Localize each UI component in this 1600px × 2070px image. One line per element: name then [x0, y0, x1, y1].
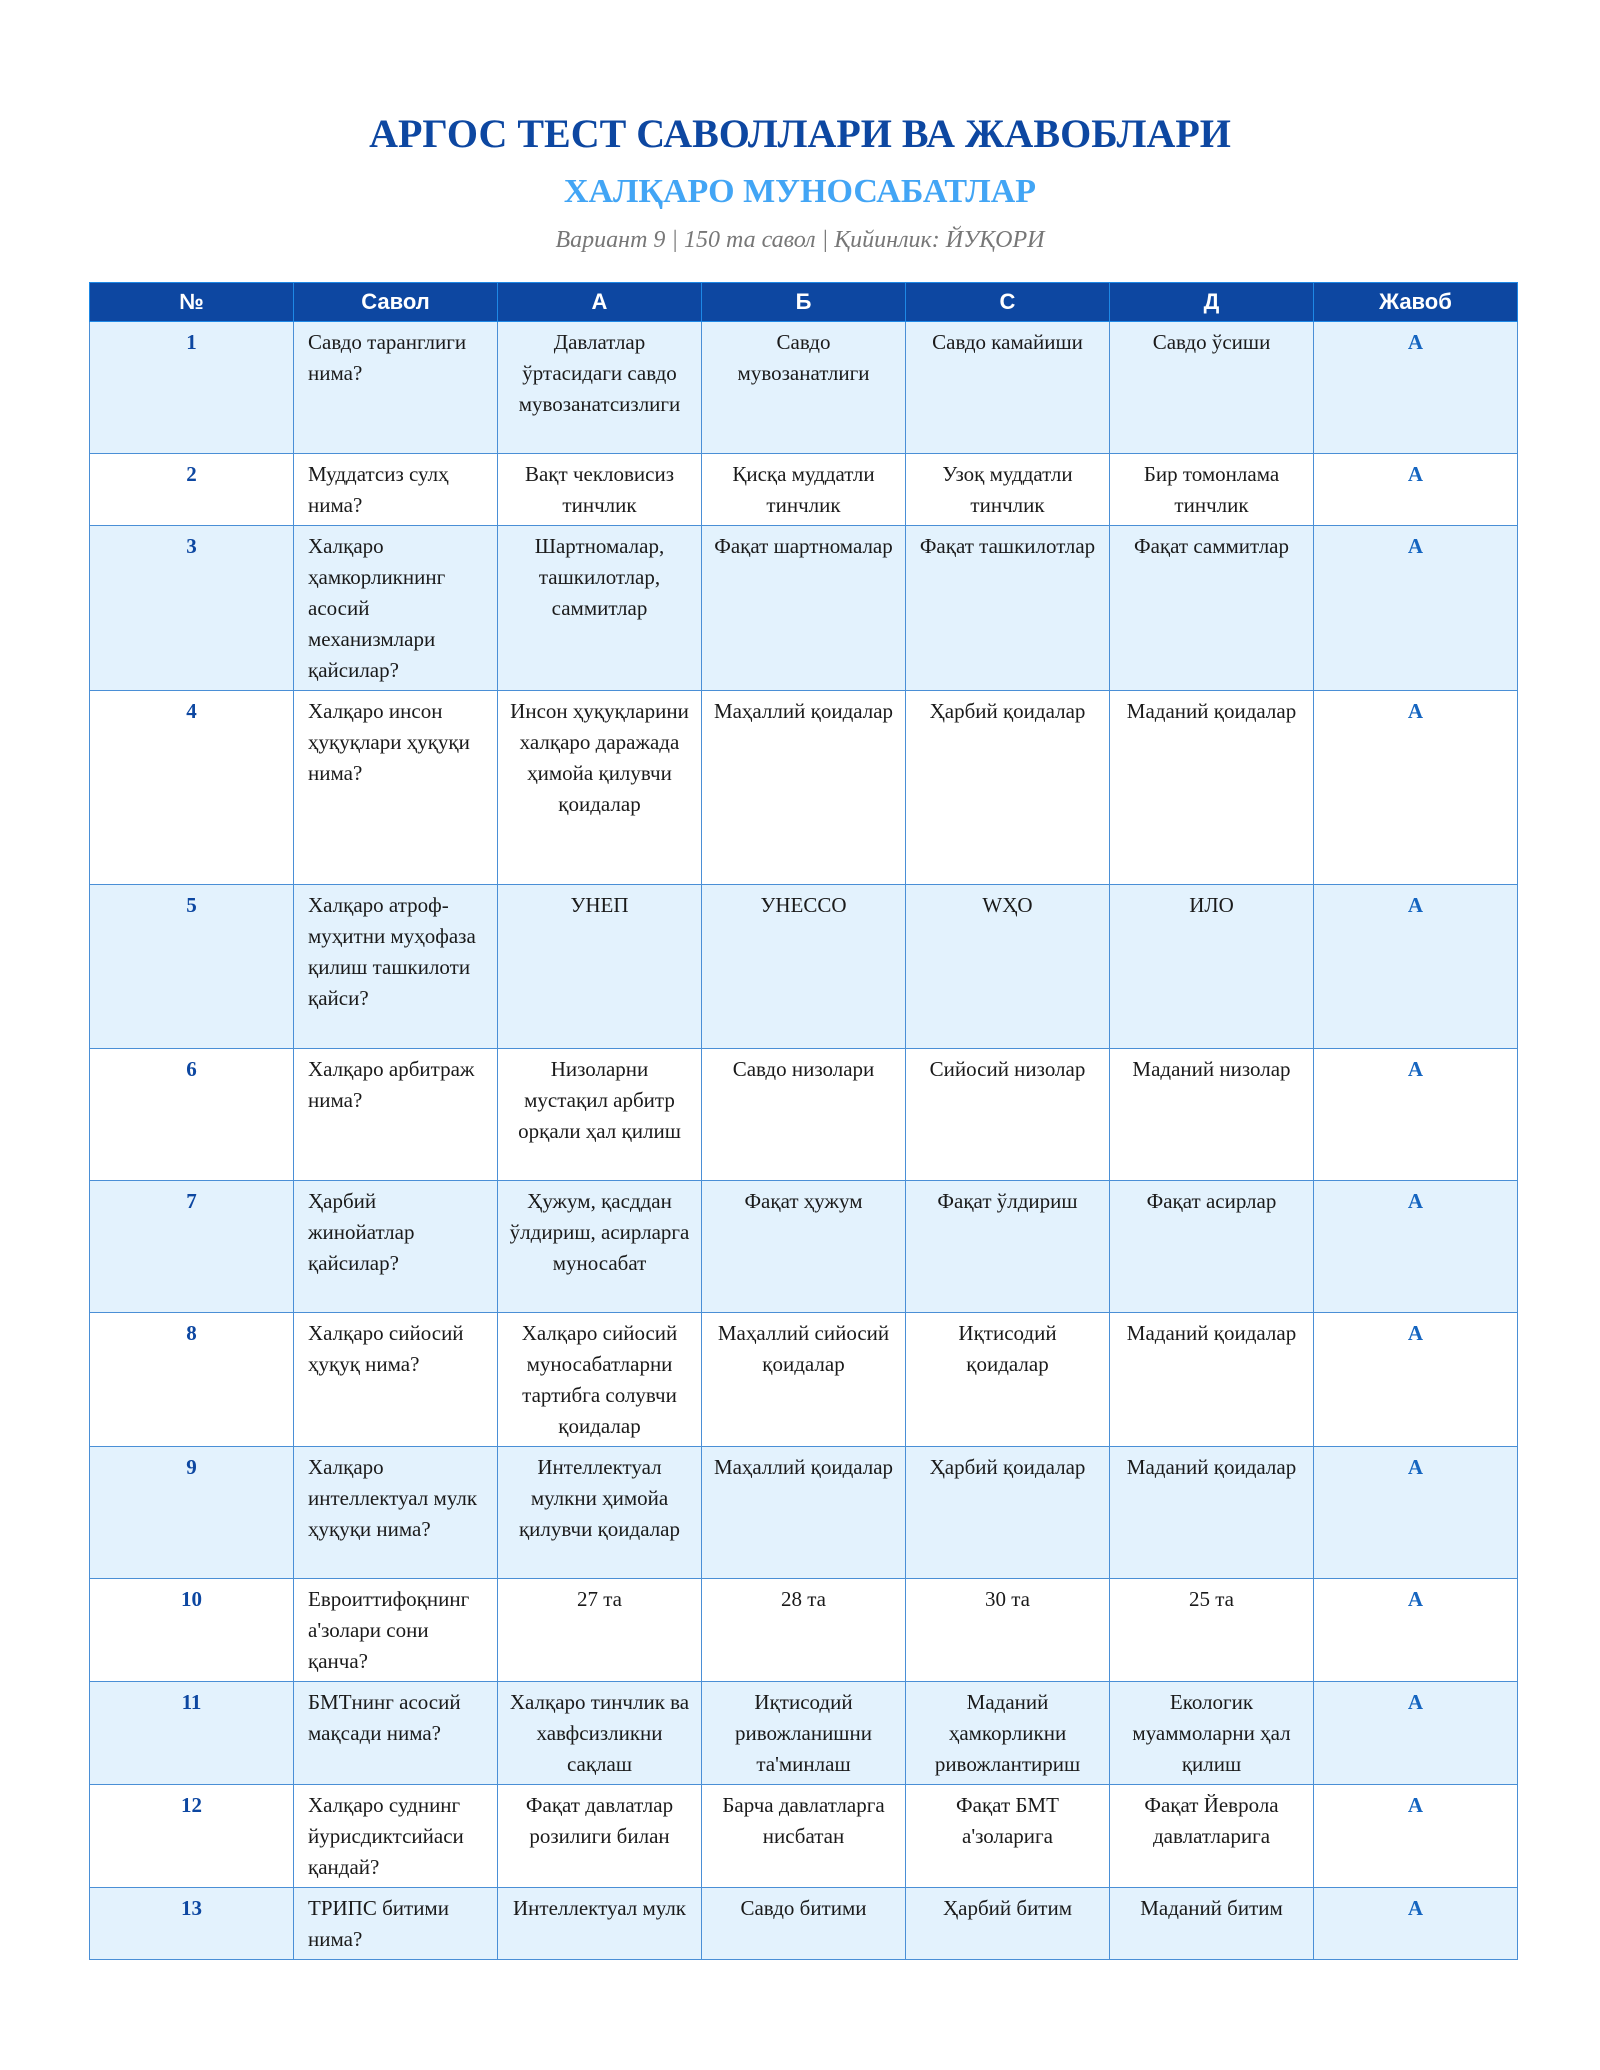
column-header-answer: Жавоб: [1314, 283, 1518, 322]
option-d: Бир томонлама тинчлик: [1110, 454, 1314, 526]
option-c: Узоқ муддатли тинчлик: [906, 454, 1110, 526]
correct-answer: А: [1314, 454, 1518, 526]
question-text: БМТнинг асосий мақсади нима?: [294, 1682, 498, 1785]
question-text: Халқаро ҳамкорликнинг асосий механизмлари қайсилар?: [294, 526, 498, 691]
option-b: Иқтисодий ривожланишни та'минлаш: [702, 1682, 906, 1785]
table-row: [90, 1313, 1518, 1447]
table-row: [90, 1888, 1518, 1960]
question-number: 2: [90, 454, 294, 526]
option-b: Маҳаллий сийосий қоидалар: [702, 1313, 906, 1447]
question-number: 10: [90, 1579, 294, 1682]
question-text: Халқаро суднинг йурисдиктсийаси қандай?: [294, 1785, 498, 1888]
option-a: Шартномалар, ташкилотлар, саммитлар: [498, 526, 702, 691]
table-row: [90, 1785, 1518, 1888]
option-d: Маданий битим: [1110, 1888, 1314, 1960]
correct-answer: А: [1314, 1785, 1518, 1888]
option-c: Фақат БМТ а'золарига: [906, 1785, 1110, 1888]
table-row: [90, 885, 1518, 1049]
option-c: WҲО: [906, 885, 1110, 1049]
correct-answer: А: [1314, 1181, 1518, 1313]
option-d: Маданий низолар: [1110, 1049, 1314, 1181]
option-a: Давлатлар ўртасидаги савдо мувозанатсизлиги: [498, 322, 702, 454]
question-text: Халқаро инсон ҳуқуқлари ҳуқуқи нима?: [294, 691, 498, 885]
questions-table: [89, 282, 1518, 1960]
option-b: Савдо низолари: [702, 1049, 906, 1181]
option-d: Фақат асирлар: [1110, 1181, 1314, 1313]
option-c: Ҳарбий қоидалар: [906, 1447, 1110, 1579]
option-d: Екологик муаммоларни ҳал қилиш: [1110, 1682, 1314, 1785]
question-number: 4: [90, 691, 294, 885]
option-a: Вақт чекловисиз тинчлик: [498, 454, 702, 526]
option-a: Халқаро тинчлик ва хавфсизликни сақлаш: [498, 1682, 702, 1785]
table-row: [90, 526, 1518, 691]
column-header-option-d: Д: [1110, 283, 1314, 322]
option-c: Ҳарбий қоидалар: [906, 691, 1110, 885]
option-a: Халқаро сийосий муносабатларни тартибга солувчи қоидалар: [498, 1313, 702, 1447]
option-a: УНЕП: [498, 885, 702, 1049]
option-c: Фақат ўлдириш: [906, 1181, 1110, 1313]
option-a: Ҳужум, қасддан ўлдириш, асирларга муносабат: [498, 1181, 702, 1313]
column-header-number: №: [90, 283, 294, 322]
option-a: 27 та: [498, 1579, 702, 1682]
correct-answer: А: [1314, 322, 1518, 454]
option-b: 28 та: [702, 1579, 906, 1682]
table-row: [90, 1447, 1518, 1579]
question-number: 5: [90, 885, 294, 1049]
option-c: Фақат ташкилотлар: [906, 526, 1110, 691]
question-text: Халқаро сийосий ҳуқуқ нима?: [294, 1313, 498, 1447]
question-number: 12: [90, 1785, 294, 1888]
option-a: Фақат давлатлар розилиги билан: [498, 1785, 702, 1888]
question-text: Халқаро интеллектуал мулк ҳуқуқи нима?: [294, 1447, 498, 1579]
page-title: АРГОС ТЕСТ САВОЛЛАРИ ВА ЖАВОБЛАРИ: [369, 111, 1231, 156]
option-b: Савдо мувозанатлиги: [702, 322, 906, 454]
option-c: Сийосий низолар: [906, 1049, 1110, 1181]
document-header: [0, 108, 1600, 256]
table-row: [90, 1682, 1518, 1785]
question-text: Халқаро атроф-муҳитни муҳофаза қилиш ташкилоти қайси?: [294, 885, 498, 1049]
question-text: Халқаро арбитраж нима?: [294, 1049, 498, 1181]
option-c: Иқтисодий қоидалар: [906, 1313, 1110, 1447]
option-a: Низоларни мустақил арбитр орқали ҳал қилиш: [498, 1049, 702, 1181]
table-row: [90, 454, 1518, 526]
question-number: 13: [90, 1888, 294, 1960]
table-body: [90, 322, 1518, 1960]
question-text: Евроиттифоқнинг а'золари сони қанча?: [294, 1579, 498, 1682]
column-header-option-c: С: [906, 283, 1110, 322]
correct-answer: А: [1314, 1888, 1518, 1960]
option-c: 30 та: [906, 1579, 1110, 1682]
question-text: Савдо таранглиги нима?: [294, 322, 498, 454]
option-b: Фақат шартномалар: [702, 526, 906, 691]
question-number: 1: [90, 322, 294, 454]
column-header-option-b: Б: [702, 283, 906, 322]
option-b: Қисқа муддатли тинчлик: [702, 454, 906, 526]
question-number: 11: [90, 1682, 294, 1785]
correct-answer: А: [1314, 1579, 1518, 1682]
option-d: Фақат саммитлар: [1110, 526, 1314, 691]
table-row: [90, 1181, 1518, 1313]
option-d: Савдо ўсиши: [1110, 322, 1314, 454]
option-d: ИЛО: [1110, 885, 1314, 1049]
correct-answer: А: [1314, 1447, 1518, 1579]
question-number: 9: [90, 1447, 294, 1579]
option-d: Маданий қоидалар: [1110, 1313, 1314, 1447]
correct-answer: А: [1314, 1313, 1518, 1447]
question-text: ТРИПС битими нима?: [294, 1888, 498, 1960]
correct-answer: А: [1314, 1682, 1518, 1785]
question-number: 8: [90, 1313, 294, 1447]
question-number: 6: [90, 1049, 294, 1181]
option-b: Фақат ҳужум: [702, 1181, 906, 1313]
question-number: 3: [90, 526, 294, 691]
option-a: Интеллектуал мулк: [498, 1888, 702, 1960]
table-header: [90, 283, 1518, 322]
column-header-question: Савол: [294, 283, 498, 322]
question-number: 7: [90, 1181, 294, 1313]
option-b: Савдо битими: [702, 1888, 906, 1960]
question-text: Муддатсиз сулҳ нима?: [294, 454, 498, 526]
table-row: [90, 691, 1518, 885]
option-b: Барча давлатларга нисбатан: [702, 1785, 906, 1888]
option-b: Маҳаллий қоидалар: [702, 691, 906, 885]
option-c: Маданий ҳамкорликни ривожлантириш: [906, 1682, 1110, 1785]
correct-answer: А: [1314, 885, 1518, 1049]
column-header-option-a: А: [498, 283, 702, 322]
table-row: [90, 1579, 1518, 1682]
option-d: Маданий қоидалар: [1110, 691, 1314, 885]
question-text: Ҳарбий жинойатлар қайсилар?: [294, 1181, 498, 1313]
variant-info: Вариант 9 | 150 та савол | Қийинлик: ЙУҚОРИ: [555, 227, 1045, 253]
correct-answer: А: [1314, 526, 1518, 691]
option-d: Маданий қоидалар: [1110, 1447, 1314, 1579]
header-row: [90, 283, 1518, 322]
option-c: Савдо камайиши: [906, 322, 1110, 454]
correct-answer: А: [1314, 691, 1518, 885]
option-c: Ҳарбий битим: [906, 1888, 1110, 1960]
option-d: 25 та: [1110, 1579, 1314, 1682]
option-d: Фақат Йеврола давлатларига: [1110, 1785, 1314, 1888]
option-b: УНЕССО: [702, 885, 906, 1049]
page-subtitle: ХАЛҚАРО МУНОСАБАТЛАР: [563, 173, 1037, 210]
table-row: [90, 322, 1518, 454]
table-row: [90, 1049, 1518, 1181]
option-a: Инсон ҳуқуқларини халқаро даражада ҳимойа қилувчи қоидалар: [498, 691, 702, 885]
option-b: Маҳаллий қоидалар: [702, 1447, 906, 1579]
option-a: Интеллектуал мулкни ҳимойа қилувчи қоидалар: [498, 1447, 702, 1579]
correct-answer: А: [1314, 1049, 1518, 1181]
